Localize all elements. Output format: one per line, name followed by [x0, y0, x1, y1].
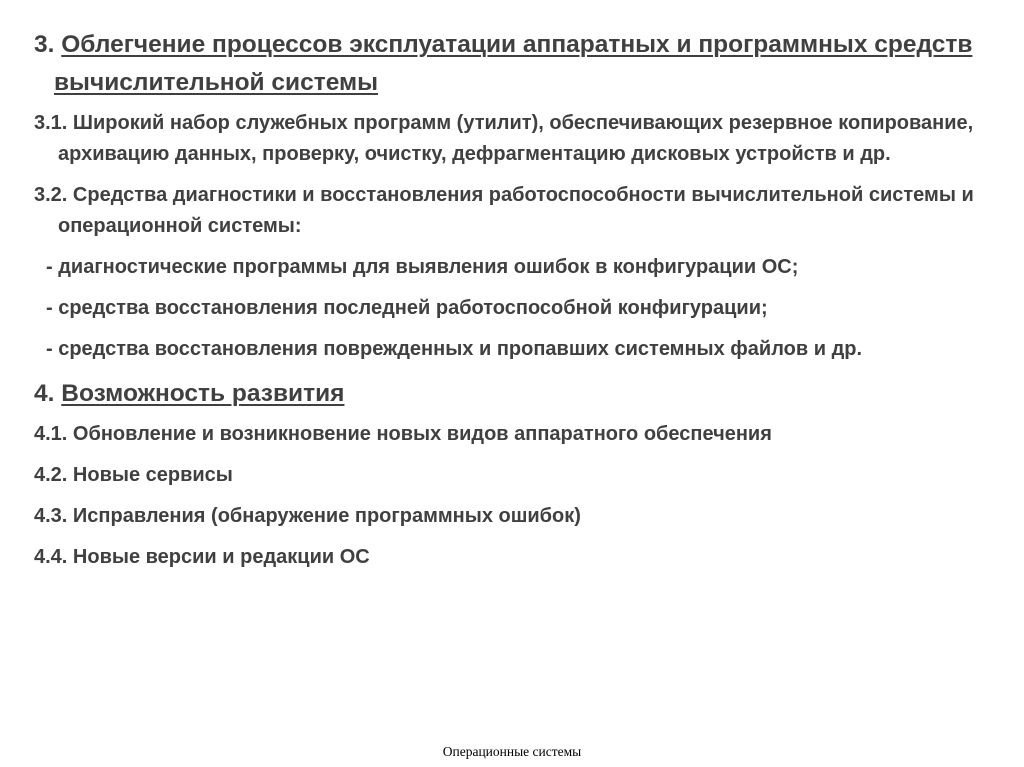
section-3-number: 3.	[34, 31, 62, 58]
slide-content	[34, 26, 999, 583]
section-4-heading	[34, 375, 999, 413]
section-3-title: Облегчение процессов эксплуатации аппаратных и программных средств вычислительной системы	[54, 31, 973, 96]
item-3-2: 3.2. Средства диагностики и восстановления работоспособности вычислительной системы и операционной системы:	[34, 184, 974, 237]
section-3-heading	[34, 26, 999, 102]
item-4-4: 4.4. Новые версии и редакции ОС	[34, 546, 370, 568]
item-3-1: 3.1. Широкий набор служебных программ (утилит), обеспечивающих резервное копирование, архивацию данных, проверку, очистку, дефрагментацию дисковых устройств и др.	[34, 112, 974, 165]
section-4-title: Возможность развития	[61, 380, 345, 407]
item-4-3: 4.3. Исправления (обнаружение программных ошибок)	[34, 505, 581, 527]
subitem-restore-files: - средства восстановления поврежденных и пропавших системных файлов и др.	[46, 338, 863, 360]
subitem-diagnostics: - диагностические программы для выявления ошибок в конфигурации ОС;	[46, 256, 799, 278]
item-4-1: 4.1. Обновление и возникновение новых видов аппаратного обеспечения	[34, 423, 772, 445]
slide-footer: Операционные системы	[442, 744, 582, 759]
subitem-restore-config: - средства восстановления последней работоспособной конфигурации;	[46, 297, 768, 319]
item-4-2: 4.2. Новые сервисы	[34, 464, 233, 486]
section-4-number: 4.	[34, 380, 62, 407]
